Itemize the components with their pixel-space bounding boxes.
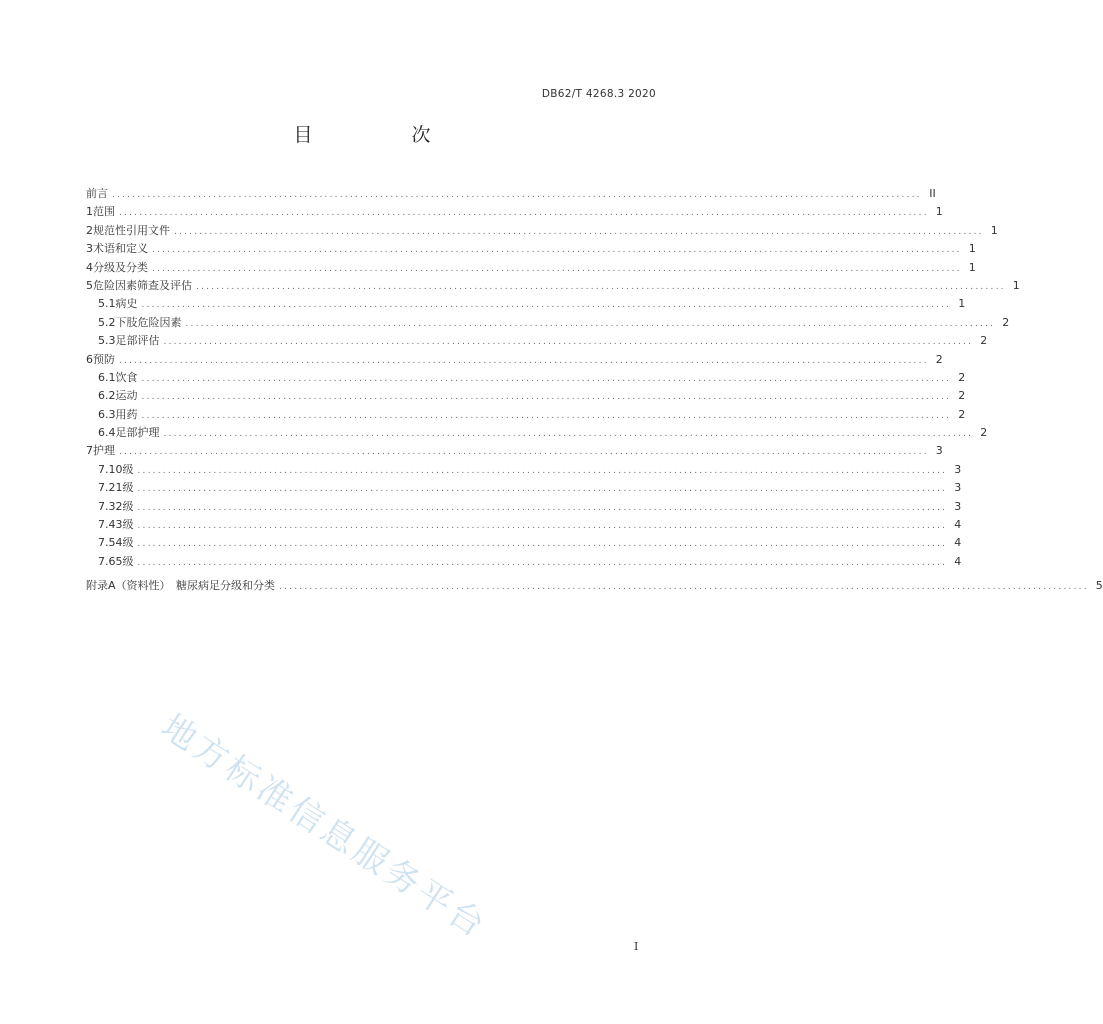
toc-entry[interactable] bbox=[86, 240, 976, 258]
toc-entry[interactable] bbox=[86, 479, 962, 497]
toc-dot-leader: ................................................................................................................................................................ bbox=[137, 484, 948, 495]
toc-entry-title: 饮食 bbox=[115, 370, 138, 384]
toc-entry[interactable] bbox=[86, 516, 962, 534]
toc-entry-title: 3级 bbox=[115, 518, 134, 532]
toc-entry[interactable] bbox=[86, 295, 966, 313]
toc-entry-page: 2 bbox=[980, 426, 988, 440]
toc-entry[interactable] bbox=[86, 332, 988, 350]
toc-entry-title: 附录A（资料性） 糖尿病足分级和分类 bbox=[86, 579, 276, 593]
toc-entry-title: 护理 bbox=[93, 444, 115, 458]
toc-entry-page: 2 bbox=[1002, 315, 1010, 329]
toc-entry-page: 1 bbox=[990, 223, 998, 237]
toc-dot-leader: ................................................................................................................................................................ bbox=[174, 226, 984, 237]
toc-entry-number: 5.2 bbox=[98, 315, 116, 329]
toc-entry-number: 7 bbox=[86, 444, 93, 458]
toc-dot-leader: ................................................................................................................................................................ bbox=[141, 300, 952, 311]
toc-dot-leader: ................................................................................................................................................................ bbox=[141, 392, 952, 403]
toc-entry[interactable] bbox=[86, 498, 962, 516]
toc-entry-page: 2 bbox=[980, 334, 988, 348]
toc-entry-number: 4 bbox=[86, 260, 93, 274]
toc-entry-page: 1 bbox=[968, 242, 976, 256]
toc-entry-page: 1 bbox=[968, 260, 976, 274]
toc-entry-number: 5.3 bbox=[98, 334, 116, 348]
toc-entry-page: 3 bbox=[954, 462, 962, 476]
toc-entry-page: 2 bbox=[935, 352, 943, 366]
toc-dot-leader: ................................................................................................................................................................ bbox=[185, 318, 996, 329]
toc-entry-page: 4 bbox=[954, 554, 962, 568]
toc-entry-title: 足部护理 bbox=[115, 426, 160, 440]
toc-entry-page: 5 bbox=[1095, 579, 1103, 593]
toc-entry-page: 1 bbox=[958, 297, 966, 311]
toc-entry[interactable] bbox=[86, 442, 943, 460]
toc-entry-title: 前言 bbox=[86, 187, 108, 200]
toc-entry-title: 5级 bbox=[115, 554, 134, 568]
toc-entry-title: 预防 bbox=[93, 352, 115, 366]
toc-entry[interactable] bbox=[86, 553, 962, 571]
toc-dot-leader: ................................................................................................................................................................ bbox=[137, 557, 948, 568]
toc-dot-leader: ................................................................................................................................................................ bbox=[137, 539, 948, 550]
toc-entry-title: 术语和定义 bbox=[93, 242, 148, 256]
toc-dot-leader: ................................................................................................................................................................ bbox=[152, 245, 962, 256]
toc-entry[interactable] bbox=[86, 259, 976, 277]
toc-dot-leader: ................................................................................................................................................................ bbox=[141, 373, 952, 384]
toc-entry[interactable] bbox=[86, 314, 1010, 332]
toc-entry-number: 1 bbox=[86, 205, 93, 219]
toc-entry-page: 3 bbox=[935, 444, 943, 458]
toc-entry-page: 3 bbox=[954, 499, 962, 513]
toc-entry-page: 1 bbox=[935, 205, 943, 219]
toc-dot-leader: ................................................................................................................................................................ bbox=[112, 190, 922, 200]
toc-entry-title: 规范性引用文件 bbox=[93, 223, 170, 237]
toc-entry-page: 4 bbox=[954, 518, 962, 532]
toc-entry-title: 运动 bbox=[115, 389, 138, 403]
page-title: 目 次 bbox=[293, 124, 471, 146]
toc-entry-title: 2级 bbox=[115, 499, 134, 513]
document-code: DB62/T 4268.3 2020 bbox=[541, 88, 656, 100]
toc-entry-number: 7.5 bbox=[98, 536, 116, 550]
toc-dot-leader: ................................................................................................................................................................ bbox=[152, 263, 962, 274]
toc-entry[interactable] bbox=[86, 369, 966, 387]
toc-entry-number: 7.1 bbox=[98, 462, 116, 476]
toc-entry-page: 2 bbox=[958, 389, 966, 403]
toc-entry-title: 4级 bbox=[115, 536, 134, 550]
toc-entry-number: 6.4 bbox=[98, 426, 116, 440]
toc-entry[interactable] bbox=[86, 351, 943, 369]
toc-entry-number: 3 bbox=[86, 242, 93, 256]
watermark: 地方标准信息服务平台 bbox=[153, 706, 495, 948]
page-number: I bbox=[634, 940, 639, 953]
toc-entry[interactable] bbox=[86, 185, 936, 203]
toc-entry-number: 5 bbox=[86, 278, 93, 292]
toc-entry-page: 4 bbox=[954, 536, 962, 550]
toc-entry[interactable] bbox=[86, 406, 966, 424]
toc-entry-title: 危险因素筛查及评估 bbox=[93, 278, 192, 292]
toc-dot-leader: ................................................................................................................................................................ bbox=[119, 208, 929, 219]
toc-entry-number: 7.4 bbox=[98, 518, 116, 532]
toc-entry-number: 6.1 bbox=[98, 370, 116, 384]
toc-dot-leader: ................................................................................................................................................................ bbox=[137, 521, 948, 532]
toc-entry-page: 1 bbox=[1012, 278, 1020, 292]
toc-dot-leader: ................................................................................................................................................................ bbox=[163, 337, 974, 348]
toc-entry-number: 7.2 bbox=[98, 481, 116, 495]
toc-entry[interactable] bbox=[86, 222, 998, 240]
table-of-contents bbox=[86, 185, 1103, 596]
toc-entry-number: 7.3 bbox=[98, 499, 116, 513]
toc-entry-page: 2 bbox=[958, 407, 966, 421]
toc-entry-number: 6.2 bbox=[98, 389, 116, 403]
toc-entry[interactable] bbox=[86, 203, 943, 221]
toc-entry-page: 3 bbox=[954, 481, 962, 495]
toc-dot-leader: ................................................................................................................................................................ bbox=[196, 281, 1006, 292]
toc-entry[interactable] bbox=[86, 534, 962, 552]
toc-entry-number: 6 bbox=[86, 352, 93, 366]
toc-dot-leader: ................................................................................................................................................................ bbox=[119, 355, 929, 366]
toc-dot-leader: ................................................................................................................................................................ bbox=[163, 429, 974, 440]
toc-entry-number: 7.6 bbox=[98, 554, 116, 568]
toc-entry[interactable] bbox=[86, 461, 962, 479]
toc-entry-number: 2 bbox=[86, 223, 93, 237]
toc-entry-title: 病史 bbox=[115, 297, 138, 311]
toc-entry-number: 6.3 bbox=[98, 407, 116, 421]
toc-entry-title: 范围 bbox=[93, 205, 115, 219]
toc-dot-leader: ................................................................................................................................................................ bbox=[119, 447, 929, 458]
toc-dot-leader: ................................................................................................................................................................ bbox=[137, 465, 948, 476]
toc-entry-title: 1级 bbox=[115, 481, 134, 495]
toc-entry[interactable] bbox=[86, 424, 988, 442]
toc-entry-title: 用药 bbox=[115, 407, 138, 421]
toc-dot-leader: ................................................................................................................................................................ bbox=[279, 582, 1089, 593]
toc-entry[interactable] bbox=[86, 277, 1020, 295]
toc-entry-title: 下肢危险因素 bbox=[115, 315, 182, 329]
toc-dot-leader: ................................................................................................................................................................ bbox=[137, 502, 948, 513]
toc-entry[interactable] bbox=[86, 387, 966, 405]
toc-entry-title: 0级 bbox=[115, 462, 134, 476]
toc-entry-page: 2 bbox=[958, 370, 966, 384]
toc-entry[interactable] bbox=[86, 577, 1103, 595]
toc-dot-leader: ................................................................................................................................................................ bbox=[141, 410, 952, 421]
toc-entry-title: 分级及分类 bbox=[93, 260, 148, 274]
toc-entry-number: 5.1 bbox=[98, 297, 116, 311]
toc-entry-title: 足部评估 bbox=[115, 334, 160, 348]
toc-entry-page: II bbox=[929, 187, 936, 200]
